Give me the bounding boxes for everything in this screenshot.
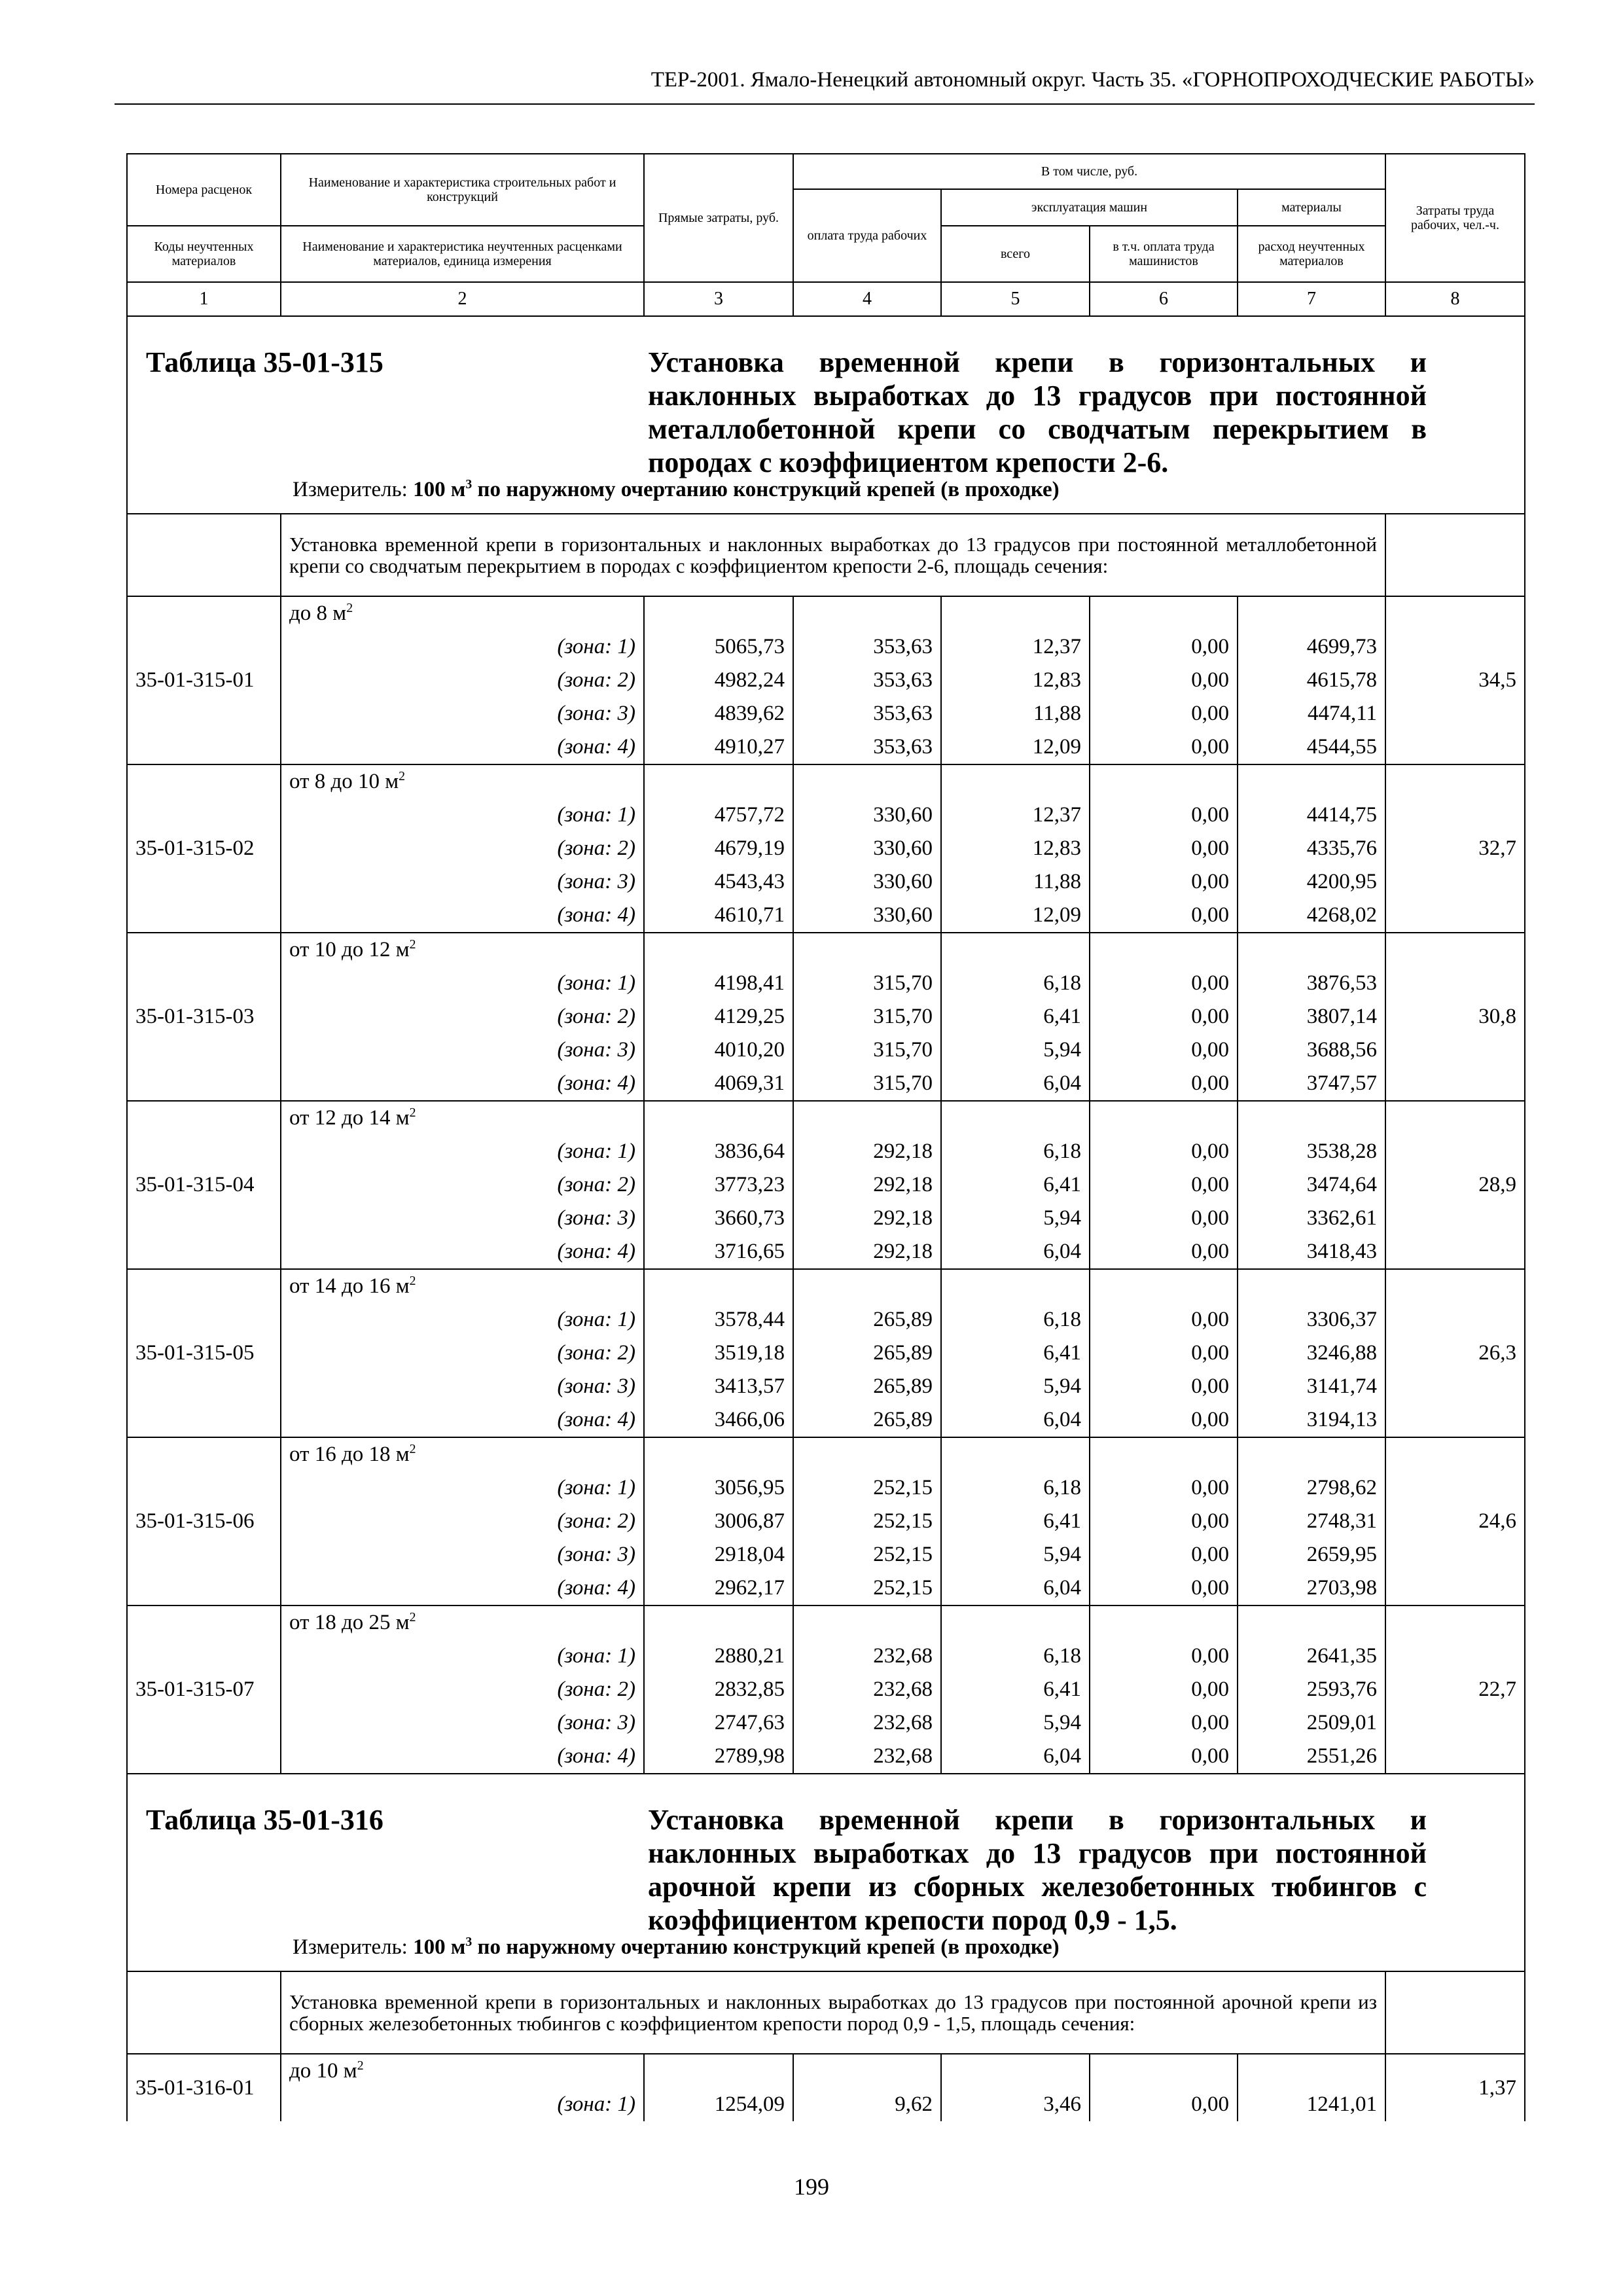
- table-number: Таблица 35-01-316: [146, 1804, 383, 1836]
- item-name: от 10 до 12 $м^2$: [281, 933, 644, 967]
- machines-wages-cost: 0,00: [1090, 865, 1238, 899]
- direct-cost: 4069,31: [644, 1067, 793, 1101]
- col-number: 6: [1090, 282, 1238, 316]
- wages-cost: 265,89: [793, 1403, 941, 1437]
- machines-cost: 12,83: [941, 664, 1090, 697]
- zone-label: (зона: 1): [281, 967, 644, 1000]
- zone-row: [127, 1000, 1525, 1033]
- zone-row: [127, 1571, 1525, 1605]
- item-labor: 34,5: [1385, 596, 1525, 764]
- item-labor: 22,7: [1385, 1605, 1525, 1774]
- zone-row: [127, 664, 1525, 697]
- zone-label: (зона: 2): [281, 1673, 644, 1706]
- materials-cost: 3194,13: [1238, 1403, 1385, 1437]
- machines-wages-cost: 0,00: [1090, 697, 1238, 730]
- table-description: Установка временной крепи в горизонтальных и наклонных выработках до 13 градусов при постоянной металлобетонной крепи со сводчатым перекрытием в породах с коэффициентом крепости 2-6, площадь сечения:: [281, 514, 1385, 596]
- col-number: 8: [1385, 282, 1525, 316]
- direct-cost: 3466,06: [644, 1403, 793, 1437]
- materials-cost: 3876,53: [1238, 967, 1385, 1000]
- machines-cost: 12,09: [941, 899, 1090, 933]
- materials-cost: 3688,56: [1238, 1033, 1385, 1067]
- machines-wages-cost: 0,00: [1090, 630, 1238, 664]
- zone-label: (зона: 2): [281, 1000, 644, 1033]
- machines-cost: 6,04: [941, 1235, 1090, 1269]
- item-row: [127, 933, 1525, 967]
- materials-cost: 2748,31: [1238, 1505, 1385, 1538]
- materials-cost: 4200,95: [1238, 865, 1385, 899]
- measure-rest: по наружному очертанию конструкций крепей (в проходке): [477, 478, 1060, 501]
- item-code: 35-01-316-01: [127, 2054, 281, 2121]
- materials-cost: 2798,62: [1238, 1471, 1385, 1505]
- materials-cost: 4615,78: [1238, 664, 1385, 697]
- zone-label: (зона: 4): [281, 1235, 644, 1269]
- zone-row: [127, 1168, 1525, 1202]
- col-codes-header: Номера расценок: [127, 154, 281, 226]
- machines-cost: 6,41: [941, 1336, 1090, 1370]
- zone-row: [127, 1370, 1525, 1403]
- wages-cost: 330,60: [793, 798, 941, 832]
- wages-cost: 353,63: [793, 630, 941, 664]
- machines-cost: 11,88: [941, 697, 1090, 730]
- col-incl-header: В том числе, руб.: [793, 154, 1385, 189]
- table-title: Установка временной крепи в горизонтальных и наклонных выработках до 13 градусов при постоянной арочной крепи из сборных железобетонных тюбингов с коэффициентом крепости пород 0,9 - 1,5.: [648, 1804, 1427, 1936]
- machines-wages-cost: 0,00: [1090, 1706, 1238, 1740]
- machines-cost: 5,94: [941, 1538, 1090, 1571]
- machines-cost: 6,04: [941, 1067, 1090, 1101]
- zone-label: (зона: 2): [281, 1168, 644, 1202]
- table-number: Таблица 35-01-315: [146, 346, 383, 378]
- zone-label: (зона: 1): [281, 798, 644, 832]
- direct-cost: 2832,85: [644, 1673, 793, 1706]
- zone-row: [127, 730, 1525, 764]
- item-name: до 8 $м^2$: [281, 596, 644, 630]
- materials-cost: 3362,61: [1238, 1202, 1385, 1235]
- wages-cost: 252,15: [793, 1505, 941, 1538]
- materials-cost: 3418,43: [1238, 1235, 1385, 1269]
- zone-row: [127, 1403, 1525, 1437]
- machines-cost: 12,83: [941, 832, 1090, 865]
- zone-row: [127, 967, 1525, 1000]
- machines-cost: 12,37: [941, 630, 1090, 664]
- table-heading: [127, 316, 1525, 514]
- materials-cost: 1241,01: [1238, 2088, 1385, 2121]
- machines-wages-cost: 0,00: [1090, 1673, 1238, 1706]
- wages-cost: 353,63: [793, 730, 941, 764]
- item-row: [127, 596, 1525, 630]
- wages-cost: 292,18: [793, 1235, 941, 1269]
- col-name-header: Наименование и характеристика строительных работ и конструкций: [281, 154, 644, 226]
- machines-cost: 11,88: [941, 865, 1090, 899]
- item-name: от 16 до 18 $м^2$: [281, 1437, 644, 1471]
- materials-cost: 2659,95: [1238, 1538, 1385, 1571]
- zone-row: [127, 899, 1525, 933]
- zone-row: [127, 1673, 1525, 1706]
- col-machines-header: эксплуатация машин: [941, 189, 1238, 226]
- item-code: 35-01-315-05: [127, 1269, 281, 1437]
- direct-cost: 2880,21: [644, 1640, 793, 1673]
- machines-wages-cost: 0,00: [1090, 1202, 1238, 1235]
- machines-wages-cost: 0,00: [1090, 1303, 1238, 1336]
- machines-wages-cost: 0,00: [1090, 1135, 1238, 1168]
- item-code: 35-01-315-01: [127, 596, 281, 764]
- zone-label: (зона: 2): [281, 664, 644, 697]
- zone-label: (зона: 3): [281, 1370, 644, 1403]
- machines-wages-cost: 0,00: [1090, 1067, 1238, 1101]
- item-labor: 24,6: [1385, 1437, 1525, 1605]
- item-labor: 26,3: [1385, 1269, 1525, 1437]
- machines-wages-cost: 0,00: [1090, 664, 1238, 697]
- machines-cost: 3,46: [941, 2088, 1090, 2121]
- direct-cost: 4679,19: [644, 832, 793, 865]
- table-measure: [293, 1935, 1060, 1960]
- machines-wages-cost: 0,00: [1090, 1336, 1238, 1370]
- machines-cost: 6,41: [941, 1673, 1090, 1706]
- col-machines-total-header: всего: [941, 226, 1090, 282]
- item-row: [127, 1437, 1525, 1471]
- zone-row: [127, 1067, 1525, 1101]
- wages-cost: 232,68: [793, 1673, 941, 1706]
- col-number: 4: [793, 282, 941, 316]
- zone-row: [127, 832, 1525, 865]
- materials-cost: 3807,14: [1238, 1000, 1385, 1033]
- col-labor-header: Затраты труда рабочих, чел.-ч.: [1385, 154, 1525, 282]
- item-row: [127, 2054, 1525, 2088]
- item-row: [127, 1101, 1525, 1135]
- direct-cost: 4010,20: [644, 1033, 793, 1067]
- machines-cost: 12,09: [941, 730, 1090, 764]
- wages-cost: 330,60: [793, 865, 941, 899]
- machines-cost: 6,41: [941, 1000, 1090, 1033]
- zone-label: (зона: 3): [281, 1033, 644, 1067]
- zone-row: [127, 1471, 1525, 1505]
- item-row: [127, 764, 1525, 798]
- wages-cost: 292,18: [793, 1135, 941, 1168]
- zone-row: [127, 1303, 1525, 1336]
- machines-cost: 6,18: [941, 1471, 1090, 1505]
- wages-cost: 252,15: [793, 1471, 941, 1505]
- machines-cost: 6,18: [941, 1640, 1090, 1673]
- machines-wages-cost: 0,00: [1090, 1000, 1238, 1033]
- zone-label: (зона: 4): [281, 1740, 644, 1774]
- zone-label: (зона: 3): [281, 697, 644, 730]
- direct-cost: 5065,73: [644, 630, 793, 664]
- col-name-materials-header: Наименование и характеристика неучтенных расценками материалов, единица измерения: [281, 226, 644, 282]
- machines-cost: 6,18: [941, 1303, 1090, 1336]
- materials-cost: 2551,26: [1238, 1740, 1385, 1774]
- materials-cost: 2703,98: [1238, 1571, 1385, 1605]
- zone-row: [127, 1706, 1525, 1740]
- zone-row: [127, 697, 1525, 730]
- machines-cost: 6,04: [941, 1403, 1090, 1437]
- table-description: Установка временной крепи в горизонтальных и наклонных выработках до 13 градусов при постоянной арочной крепи из сборных железобетонных тюбингов с коэффициентом крепости пород 0,9 - 1,5, площадь сечения:: [281, 1971, 1385, 2054]
- zone-label: (зона: 2): [281, 1505, 644, 1538]
- col-number: 7: [1238, 282, 1385, 316]
- zone-label: (зона: 3): [281, 1706, 644, 1740]
- machines-wages-cost: 0,00: [1090, 1471, 1238, 1505]
- item-code: 35-01-315-04: [127, 1101, 281, 1269]
- zone-row: [127, 1135, 1525, 1168]
- direct-cost: 3519,18: [644, 1336, 793, 1370]
- zone-label: (зона: 4): [281, 1403, 644, 1437]
- item-code: 35-01-315-06: [127, 1437, 281, 1605]
- col-wages-header: оплата труда рабочих: [793, 189, 941, 282]
- wages-cost: 252,15: [793, 1538, 941, 1571]
- materials-cost: 3474,64: [1238, 1168, 1385, 1202]
- machines-cost: 5,94: [941, 1202, 1090, 1235]
- direct-cost: 4610,71: [644, 899, 793, 933]
- item-code: 35-01-315-07: [127, 1605, 281, 1774]
- item-name: от 12 до 14 $м^2$: [281, 1101, 644, 1135]
- table-heading: [127, 1774, 1525, 1971]
- col-materials-header: материалы: [1238, 189, 1385, 226]
- direct-cost: 2962,17: [644, 1571, 793, 1605]
- measure-value: 100 $м^3$: [413, 477, 473, 501]
- item-code: 35-01-315-02: [127, 764, 281, 933]
- wages-cost: 315,70: [793, 1000, 941, 1033]
- zone-row: [127, 1235, 1525, 1269]
- materials-cost: 4268,02: [1238, 899, 1385, 933]
- materials-cost: 2641,35: [1238, 1640, 1385, 1673]
- machines-cost: 5,94: [941, 1370, 1090, 1403]
- zone-label: (зона: 1): [281, 1640, 644, 1673]
- item-name: от 8 до 10 $м^2$: [281, 764, 644, 798]
- direct-cost: 3716,65: [644, 1235, 793, 1269]
- wages-cost: 330,60: [793, 899, 941, 933]
- wages-cost: 330,60: [793, 832, 941, 865]
- machines-wages-cost: 0,00: [1090, 1571, 1238, 1605]
- machines-wages-cost: 0,00: [1090, 1168, 1238, 1202]
- zone-label: (зона: 1): [281, 630, 644, 664]
- direct-cost: 2789,98: [644, 1740, 793, 1774]
- wages-cost: 292,18: [793, 1202, 941, 1235]
- zone-label: (зона: 2): [281, 1336, 644, 1370]
- zone-label: (зона: 4): [281, 1571, 644, 1605]
- wages-cost: 353,63: [793, 697, 941, 730]
- zone-row: [127, 1538, 1525, 1571]
- direct-cost: 2918,04: [644, 1538, 793, 1571]
- col-number: 3: [644, 282, 793, 316]
- machines-wages-cost: 0,00: [1090, 1505, 1238, 1538]
- wages-cost: 232,68: [793, 1640, 941, 1673]
- col-materials-unaccounted-header: расход неучтенных материалов: [1238, 226, 1385, 282]
- zone-row: [127, 865, 1525, 899]
- direct-cost: 4982,24: [644, 664, 793, 697]
- machines-wages-cost: 0,00: [1090, 798, 1238, 832]
- machines-wages-cost: 0,00: [1090, 1370, 1238, 1403]
- wages-cost: 265,89: [793, 1370, 941, 1403]
- wages-cost: 353,63: [793, 664, 941, 697]
- item-name: от 18 до 25 $м^2$: [281, 1605, 644, 1640]
- machines-wages-cost: 0,00: [1090, 1538, 1238, 1571]
- machines-cost: 6,18: [941, 967, 1090, 1000]
- machines-wages-cost: 0,00: [1090, 730, 1238, 764]
- machines-wages-cost: 0,00: [1090, 2088, 1238, 2121]
- materials-cost: 4335,76: [1238, 832, 1385, 865]
- direct-cost: 3056,95: [644, 1471, 793, 1505]
- machines-wages-cost: 0,00: [1090, 832, 1238, 865]
- zone-row: [127, 1640, 1525, 1673]
- machines-cost: 6,41: [941, 1168, 1090, 1202]
- col-number: 1: [127, 282, 281, 316]
- col-number: 5: [941, 282, 1090, 316]
- machines-cost: 6,41: [941, 1505, 1090, 1538]
- materials-cost: 3306,37: [1238, 1303, 1385, 1336]
- zone-label: (зона: 4): [281, 899, 644, 933]
- direct-cost: 2747,63: [644, 1706, 793, 1740]
- wages-cost: 232,68: [793, 1740, 941, 1774]
- zone-row: [127, 798, 1525, 832]
- item-labor: 28,9: [1385, 1101, 1525, 1269]
- direct-cost: 3006,87: [644, 1505, 793, 1538]
- running-header: ТЕР-2001. Ямало-Ненецкий автономный округ. Часть 35. «ГОРНОПРОХОДЧЕСКИЕ РАБОТЫ»: [651, 68, 1535, 92]
- item-row: [127, 1269, 1525, 1303]
- table-title: Установка временной крепи в горизонтальных и наклонных выработках до 13 градусов при постоянной металлобетонной крепи со сводчатым перекрытием в породах с коэффициентом крепости 2-6.: [648, 346, 1427, 478]
- materials-cost: 4544,55: [1238, 730, 1385, 764]
- machines-cost: 6,04: [941, 1571, 1090, 1605]
- machines-cost: 5,94: [941, 1033, 1090, 1067]
- header-rule: [115, 103, 1535, 105]
- materials-cost: 2509,01: [1238, 1706, 1385, 1740]
- measure-rest: по наружному очертанию конструкций крепей (в проходке): [477, 1935, 1060, 1959]
- rates-table: [126, 153, 1525, 2121]
- materials-cost: 3747,57: [1238, 1067, 1385, 1101]
- measure-value: 100 $м^3$: [413, 1935, 473, 1959]
- machines-cost: 6,18: [941, 1135, 1090, 1168]
- machines-wages-cost: 0,00: [1090, 1033, 1238, 1067]
- direct-cost: 3660,73: [644, 1202, 793, 1235]
- zone-row: [127, 2088, 1525, 2121]
- zone-row: [127, 630, 1525, 664]
- zone-label: (зона: 2): [281, 832, 644, 865]
- zone-label: (зона: 3): [281, 1538, 644, 1571]
- zone-row: [127, 1202, 1525, 1235]
- direct-cost: 4839,62: [644, 697, 793, 730]
- direct-cost: 4910,27: [644, 730, 793, 764]
- wages-cost: 265,89: [793, 1303, 941, 1336]
- item-name: до 10 $м^2$: [281, 2054, 644, 2088]
- table-315-body: [127, 316, 1525, 1774]
- col-direct-header: Прямые затраты, руб.: [644, 154, 793, 282]
- zone-label: (зона: 1): [281, 1471, 644, 1505]
- direct-cost: 4129,25: [644, 1000, 793, 1033]
- item-labor: 30,8: [1385, 933, 1525, 1101]
- col-number: 2: [281, 282, 644, 316]
- zone-label: (зона: 3): [281, 1202, 644, 1235]
- item-name: от 14 до 16 $м^2$: [281, 1269, 644, 1303]
- zone-label: (зона: 4): [281, 730, 644, 764]
- machines-wages-cost: 0,00: [1090, 1640, 1238, 1673]
- measure-label: Измеритель:: [293, 478, 408, 501]
- materials-cost: 3246,88: [1238, 1336, 1385, 1370]
- machines-wages-cost: 0,00: [1090, 1403, 1238, 1437]
- item-row: [127, 1605, 1525, 1640]
- col-machines-wages-header: в т.ч. оплата труда машинистов: [1090, 226, 1238, 282]
- wages-cost: 9,62: [793, 2088, 941, 2121]
- machines-cost: 6,04: [941, 1740, 1090, 1774]
- item-labor: 1,37: [1385, 2054, 1525, 2121]
- materials-cost: 4474,11: [1238, 697, 1385, 730]
- direct-cost: 3578,44: [644, 1303, 793, 1336]
- page-number: 199: [794, 2174, 829, 2200]
- measure-label: Измеритель:: [293, 1935, 408, 1959]
- item-code: 35-01-315-03: [127, 933, 281, 1101]
- zone-label: (зона: 4): [281, 1067, 644, 1101]
- direct-cost: 3773,23: [644, 1168, 793, 1202]
- direct-cost: 4757,72: [644, 798, 793, 832]
- direct-cost: 4198,41: [644, 967, 793, 1000]
- materials-cost: 3141,74: [1238, 1370, 1385, 1403]
- table-316-body: [127, 1774, 1525, 2121]
- zone-row: [127, 1033, 1525, 1067]
- machines-wages-cost: 0,00: [1090, 899, 1238, 933]
- materials-cost: 4414,75: [1238, 798, 1385, 832]
- machines-wages-cost: 0,00: [1090, 1740, 1238, 1774]
- direct-cost: 3413,57: [644, 1370, 793, 1403]
- wages-cost: 315,70: [793, 1067, 941, 1101]
- materials-cost: 4699,73: [1238, 630, 1385, 664]
- table-measure: [293, 478, 1060, 502]
- item-labor: 32,7: [1385, 764, 1525, 933]
- col-codes-materials-header: Коды неучтенных материалов: [127, 226, 281, 282]
- direct-cost: 4543,43: [644, 865, 793, 899]
- machines-wages-cost: 0,00: [1090, 1235, 1238, 1269]
- materials-cost: 3538,28: [1238, 1135, 1385, 1168]
- zone-label: (зона: 1): [281, 1303, 644, 1336]
- zone-label: (зона: 3): [281, 865, 644, 899]
- machines-cost: 12,37: [941, 798, 1090, 832]
- direct-cost: 1254,09: [644, 2088, 793, 2121]
- machines-cost: 5,94: [941, 1706, 1090, 1740]
- rates-table-wrapper: [126, 153, 1524, 2121]
- wages-cost: 265,89: [793, 1336, 941, 1370]
- wages-cost: 315,70: [793, 1033, 941, 1067]
- zone-row: [127, 1740, 1525, 1774]
- zone-label: (зона: 1): [281, 2088, 644, 2121]
- zone-row: [127, 1336, 1525, 1370]
- zone-label: (зона: 1): [281, 1135, 644, 1168]
- wages-cost: 252,15: [793, 1571, 941, 1605]
- wages-cost: 292,18: [793, 1168, 941, 1202]
- direct-cost: 3836,64: [644, 1135, 793, 1168]
- machines-wages-cost: 0,00: [1090, 967, 1238, 1000]
- zone-row: [127, 1505, 1525, 1538]
- wages-cost: 315,70: [793, 967, 941, 1000]
- wages-cost: 232,68: [793, 1706, 941, 1740]
- materials-cost: 2593,76: [1238, 1673, 1385, 1706]
